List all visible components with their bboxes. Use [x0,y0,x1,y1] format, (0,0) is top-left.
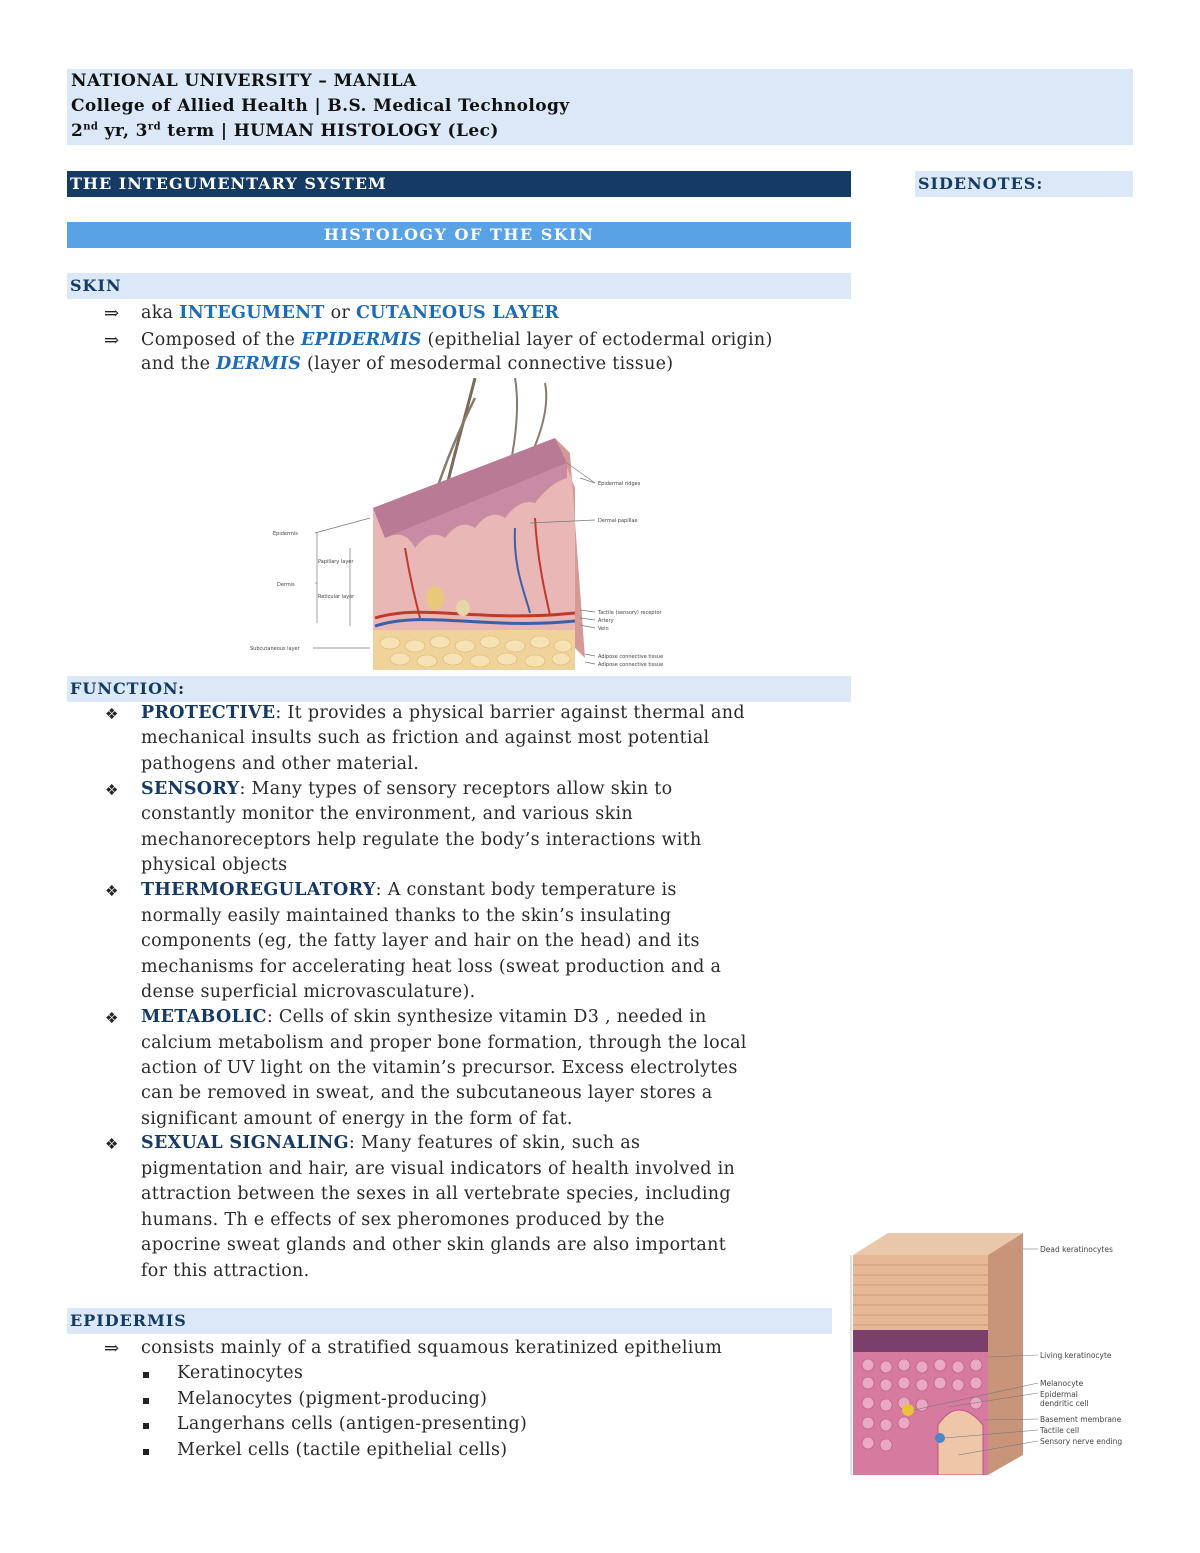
function-heading [67,676,851,702]
label-epidermal: Epidermal [1040,1390,1078,1399]
bullet-icon: ❖ [105,705,119,723]
square-bullet-icon [143,1423,149,1429]
bullet-icon: ❖ [105,1009,119,1027]
function-5-line-4: humans. Th e effects of sex pheromones produced by the [141,1210,665,1230]
header-band [67,69,1133,145]
label-adipose-2: Adipose connective tissue [598,662,664,668]
term-suffix: rd [147,121,161,133]
text: or [324,303,356,323]
label-basement-membrane: Basement membrane [1040,1415,1122,1424]
cell-type-item: Melanocytes (pigment-producing) [177,1389,488,1409]
label-epidermal-ridges: Epidermal ridges [598,481,641,487]
function-2-line-4: physical objects [141,855,288,875]
university-name: NATIONAL UNIVERSITY – MANILA [71,71,417,91]
text: : Cells of skin synthesize vitamin D3 , needed in [266,1007,707,1027]
text: : It provides a physical barrier against thermal and [275,703,745,723]
function-4-line-3: action of UV light on the vitamin’s precursor. Excess electrolytes [141,1058,738,1078]
subtitle-bar: HISTOLOGY OF THE SKIN [67,222,851,248]
function-4-line-5: significant amount of energy in the form of fat. [141,1109,573,1129]
function-3-line-3: components (eg, the fatty layer and hair on the head) and its [141,931,700,951]
function-3-line-2: normally easily maintained thanks to the skin’s insulating [141,906,672,926]
label-papillary: Papillary layer [318,559,354,565]
label-adipose: Adipose connective tissue [598,654,664,660]
text: Composed of the [141,330,301,350]
label-dermis: Dermis [277,582,295,588]
cell-type-item: Keratinocytes [177,1363,304,1383]
function-4-line-4: can be removed in sweat, and the subcutaneous layer stores a [141,1083,713,1103]
square-bullet-icon [143,1449,149,1455]
function-5-line-3: attraction between the sexes in all vertebrate species, including [141,1184,731,1204]
function-3-line-1 [141,880,677,900]
function-2-line-1 [141,779,672,799]
label-living-keratinocyte: Living keratinocyte [1040,1351,1112,1360]
bullet-icon: ❖ [105,1135,119,1153]
keyword-sexual-signaling: SEXUAL SIGNALING [141,1133,349,1153]
label-tactile: Tactile (sensory) receptor [598,610,662,616]
label-melanocyte: Melanocyte [1040,1379,1084,1388]
course-title: term | HUMAN HISTOLOGY (Lec) [160,121,499,141]
cell-type-item: Langerhans cells (antigen-presenting) [177,1414,528,1434]
label-sensory-nerve: Sensory nerve ending [1040,1437,1123,1446]
skin-line-3 [141,354,673,374]
keyword-protective: PROTECTIVE [141,703,276,723]
text: : Many types of sensory receptors allow skin to [239,779,673,799]
keyword-integument: INTEGUMENT [179,303,325,323]
arrow-icon: ⇒ [104,303,120,324]
bullet-icon: ❖ [105,882,119,900]
label-epidermis: Epidermis [273,531,298,537]
text: : Many features of skin, such as [348,1133,641,1153]
main-title: THE INTEGUMENTARY SYSTEM [67,171,851,197]
text: aka [141,303,180,323]
arrow-icon: ⇒ [104,330,120,351]
function-4-line-1 [141,1007,707,1027]
function-3-line-4: mechanisms for accelerating heat loss (sweat production and a [141,957,722,977]
label-subcutaneous: Subcutaneous layer [250,646,300,652]
skin-cross-section-figure [245,378,675,673]
function-5-line-5: apocrine sweat glands and other skin glands are also important [141,1235,727,1255]
keyword-metabolic: METABOLIC [141,1007,267,1027]
course-info [71,121,499,141]
keyword-thermoregulatory: THERMOREGULATORY [141,880,376,900]
college-program: College of Allied Health | B.S. Medical Technology [71,96,570,116]
year-number: 2 [71,121,84,141]
label-artery: Artery [598,618,614,624]
function-1-line-1 [141,703,745,723]
label-dermal-papillae: Dermal papillae [598,518,638,524]
epidermis-intro: consists mainly of a stratified squamous keratinized epithelium [141,1338,723,1358]
function-1-line-3: pathogens and other material. [141,754,420,774]
square-bullet-icon [143,1398,149,1404]
function-5-line-1 [141,1133,640,1153]
function-5-line-6: for this attraction. [141,1261,310,1281]
function-colon: : [178,679,185,698]
sidenotes-title: SIDENOTES: [915,171,1133,197]
text: (layer of mesodermal connective tissue) [301,354,674,374]
function-5-line-2: pigmentation and hair, are visual indicators of health involved in [141,1159,736,1179]
year-suffix: nd [83,121,99,133]
keyword-sensory: SENSORY [141,779,240,799]
label-vein: Vein [598,626,609,632]
epidermis-layers-figure [848,1225,1133,1475]
text: : A constant body temperature is [375,880,677,900]
function-heading-text: FUNCTION [70,679,179,698]
skin-heading: SKIN [67,273,851,299]
bullet-icon: ❖ [105,781,119,799]
keyword-cutaneous: CUTANEOUS LAYER [355,303,560,323]
skin-line-1 [141,303,559,323]
function-3-line-5: dense superficial microvasculature). [141,982,476,1002]
label-tactile-cell: Tactile cell [1040,1426,1080,1435]
skin-line-2 [141,330,773,350]
function-2-line-3: mechanoreceptors help regulate the body’s interactions with [141,830,702,850]
label-dendritic-cell: dendritic cell [1040,1399,1089,1408]
label-reticular: Reticular layer [318,594,355,600]
text: and the [141,354,217,374]
cell-type-item: Merkel cells (tactile epithelial cells) [177,1440,508,1460]
square-bullet-icon [143,1372,149,1378]
keyword-dermis: DERMIS [216,354,302,374]
term-text: yr, 3 [98,121,148,141]
epidermis-heading: EPIDERMIS [67,1308,832,1334]
text: (epithelial layer of ectodermal origin) [421,330,773,350]
arrow-icon: ⇒ [104,1338,120,1359]
label-dead-keratinocytes: Dead keratinocytes [1040,1245,1113,1254]
keyword-epidermis: EPIDERMIS [300,330,422,350]
function-2-line-2: constantly monitor the environment, and various skin [141,804,633,824]
function-1-line-2: mechanical insults such as friction and against most potential [141,728,710,748]
function-4-line-2: calcium metabolism and proper bone formation, through the local [141,1033,747,1053]
